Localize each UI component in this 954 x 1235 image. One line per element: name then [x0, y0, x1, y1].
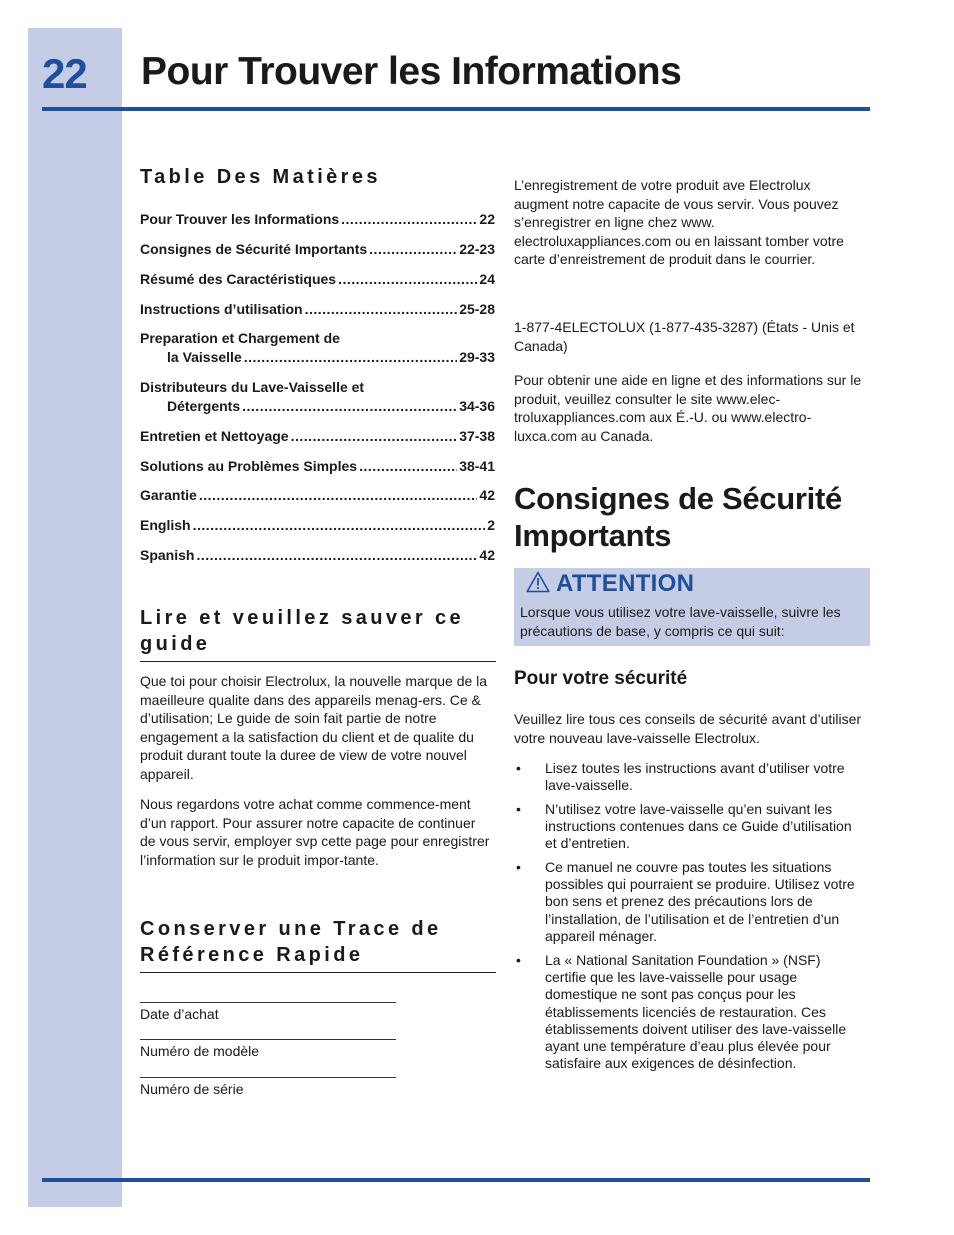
serial-number-label: Numéro de série: [140, 1081, 244, 1097]
toc-page: 29-33: [459, 349, 495, 365]
toc-page: 22: [479, 211, 495, 227]
toc-label: Résumé des Caractéristiques: [140, 271, 337, 287]
toc-label: Consignes de Sécurité Importants: [140, 241, 368, 257]
warning-triangle-icon: [526, 571, 550, 598]
page-title: Pour Trouver les Informations: [141, 50, 682, 93]
phone-paragraph: 1-877-4ELECTOLUX (1-877-435-3287) (États - Unis et Canada): [514, 319, 855, 354]
model-number-label: Numéro de modèle: [140, 1043, 260, 1059]
safety-intro: Veuillez lire tous ces conseils de sécurité avant d’utiliser votre nouveau lave-vaisselle Electrolux.: [514, 711, 862, 746]
toc-page: 42: [479, 487, 495, 503]
toc-page: 2: [487, 517, 495, 533]
attention-box: [514, 568, 870, 646]
toc-entry[interactable]: [140, 270, 495, 289]
toc-page: 37-38: [459, 428, 495, 444]
safety-subheading: Pour votre sécurité: [514, 668, 688, 689]
toc-label: Instructions d’utilisation: [140, 301, 303, 317]
toc-entry[interactable]: [140, 300, 495, 319]
toc-label: Entretien et Nettoyage: [140, 428, 289, 444]
toc-entry[interactable]: [140, 516, 495, 535]
registration-paragraph: L’enregistrement de votre produit ave Electrolux augment notre capacite de vous servir. Vous pouvez s’enregistrer en ligne chez www. electroluxappliances.com ou en laissant tomber votre carte d’enreistrement de produit dans le courrier.: [514, 177, 844, 267]
toc-page: 34-36: [459, 398, 495, 414]
toc-label: la Vaisselle: [167, 349, 242, 365]
record-heading: Conserver une Trace de Référence Rapide: [140, 916, 496, 973]
toc-entry[interactable]: [140, 240, 495, 259]
sidebar-band: [28, 28, 122, 1207]
list-item: • Ce manuel ne couvre pas toutes les situations possibles qui pourraient se produire. Utilisez votre bon sens et prenez des précautions lors de l’installation, de l’utilisation et de l’entretien d’un appareil ménager.: [516, 859, 855, 944]
attention-text: Lorsque vous utilisez votre lave-vaisselle, suivre les précautions de base, y compris ce qui suit:: [520, 604, 841, 639]
guide-heading: Lire et veuillez sauver ce guide: [140, 605, 496, 662]
attention-title: ATTENTION: [556, 570, 695, 597]
toc-label: Pour Trouver les Informations: [140, 211, 340, 227]
online-help-paragraph: Pour obtenir une aide en ligne et des informations sur le produit, veuillez consulter le site www.elec-troluxappliances.com aux É.-U. ou www.electro-luxca.com au Canada.: [514, 372, 862, 444]
purchase-date-label: Date d’achat: [140, 1006, 219, 1022]
footer-rule: [42, 1178, 870, 1182]
serial-number-line[interactable]: [140, 1077, 396, 1078]
purchase-date-line[interactable]: [140, 1002, 396, 1003]
toc-entry[interactable]: [140, 427, 495, 446]
toc-label: Spanish: [140, 547, 195, 563]
toc-label: Solutions au Problèmes Simples: [140, 458, 358, 474]
toc-entry[interactable]: [140, 210, 495, 229]
safety-heading: Consignes de Sécurité Importants: [514, 481, 842, 553]
toc-page: 42: [479, 547, 495, 563]
toc-label: Détergents: [167, 398, 241, 414]
toc-entry[interactable]: [140, 378, 495, 416]
toc-entry[interactable]: [140, 546, 495, 565]
toc-label-line1: Preparation et Chargement de: [140, 330, 340, 346]
toc-page: 25-28: [459, 301, 495, 317]
list-item: • Lisez toutes les instructions avant d’utiliser votre lave-vaisselle.: [516, 760, 845, 794]
toc-page: 22-23: [459, 241, 495, 257]
toc-entry[interactable]: [140, 486, 495, 505]
header-rule: [42, 107, 870, 111]
page-number: 22: [42, 50, 87, 97]
toc-entry[interactable]: [140, 457, 495, 476]
toc-page: 24: [479, 271, 495, 287]
guide-paragraph-2: Nous regardons votre achat comme commence-ment d’un rapport. Pour assurer notre capacite de continuer de vous servir, employer svp cette page pour enregistrer l’information sur le produit impor-tante.: [140, 796, 490, 868]
list-item: • N’utilisez votre lave-vaisselle qu’en suivant les instructions contenues dans ce Guide d’utilisation et d’entretien.: [516, 801, 852, 852]
list-item: • La « National Sanitation Foundation » (NSF) certifie que les lave-vaisselle pour usage domestique ne sont pas conçus pour les établissements licenciés de restauration. Ces établissements doivent utiliser des lave-vaisselle ayant une température d’eau plus élevée pour satisfaire aux exigences de désinfection.: [516, 952, 847, 1072]
toc-page: 38-41: [459, 458, 495, 474]
toc-label-line1: Distributeurs du Lave-Vaisselle et: [140, 379, 365, 395]
toc-label: English: [140, 517, 191, 533]
toc-entry[interactable]: [140, 329, 495, 367]
toc-heading: Table Des Matières: [140, 166, 381, 188]
guide-paragraph-1: Que toi pour choisir Electrolux, la nouvelle marque de la maeilleure qualite dans des appareils menag-ers. Ce & d’utilisation; Le guide de soin fait partie de notre engagement a la satisfaction du client et de qualite du produit durant toute la duree de view de votre nouvel appareil.: [140, 673, 488, 782]
toc-label: Garantie: [140, 487, 197, 503]
model-number-line[interactable]: [140, 1039, 396, 1040]
